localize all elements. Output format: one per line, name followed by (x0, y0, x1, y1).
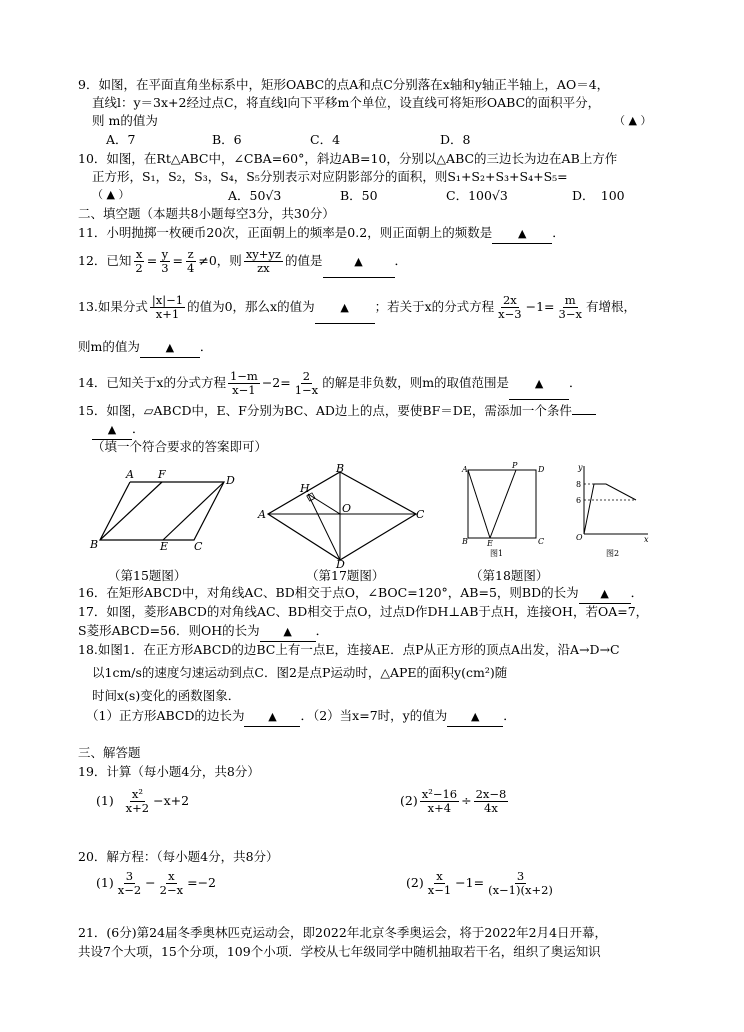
svg-text:P: P (512, 461, 518, 470)
q12-blank[interactable]: ▲ (323, 246, 395, 278)
q9-option-d: D．8 (440, 132, 471, 147)
q20-part1: (1) $\frac{3}{x-2}$ − $\frac{x}{2-x}$ =−2 (96, 869, 217, 897)
q19-part2: (2) $\frac{\text{x²−16}}{x+4}$ ÷ $\frac{2x-8}{4x}$ (400, 787, 507, 815)
svg-text:E: E (160, 540, 169, 553)
caption-q15: （第15题图） (108, 568, 187, 583)
q11-blank[interactable]: ▲ (492, 224, 552, 244)
svg-text:x: x (644, 535, 649, 544)
q9-line3: 则 m的值为 (92, 113, 158, 128)
q19-part1: (1) $\frac{\text{x²}}{x+2}$ −x+2 (96, 787, 190, 815)
q18-line4: （1）正方形ABCD的边长为 ▲ ．（2）当x=7时，y的值为 ▲ ． (86, 707, 684, 727)
q10-line1: 10．如图，在Rt△ABC中，∠CBA=60°，斜边AB=10，分别以△ABC的三边长为边在AB上方作 (78, 151, 618, 166)
svg-text:D: D (226, 474, 235, 487)
svg-text:B: B (90, 538, 99, 551)
svg-text:8: 8 (576, 480, 582, 489)
svg-text:C: C (416, 508, 424, 521)
svg-text:B: B (336, 464, 345, 475)
caption-q18: （第18题图） (470, 568, 549, 583)
svg-text:H: H (300, 482, 310, 495)
svg-text:C: C (194, 540, 203, 553)
svg-text:F: F (158, 468, 166, 481)
svg-text:O: O (576, 533, 583, 542)
svg-text:图1: 图1 (490, 549, 504, 558)
q18-blank-1[interactable]: ▲ (244, 707, 300, 727)
q16-blank[interactable]: ▲ (579, 584, 631, 604)
q9-option-a: A．7 (106, 132, 136, 147)
svg-text:E: E (487, 539, 493, 548)
q10-answer-bracket: （ ▲ ） (92, 188, 130, 201)
svg-text:B: B (462, 537, 468, 546)
figure-q18-graph (566, 460, 652, 558)
svg-text:y: y (578, 463, 583, 472)
svg-text:A: A (258, 508, 266, 521)
figure-q15-parallelogram (88, 466, 248, 556)
svg-text:D: D (538, 465, 545, 474)
q13-blank-1[interactable]: ▲ (315, 292, 375, 324)
q15-note: （填一个符合要求的答案即可） (92, 439, 268, 454)
q14: 14．已知关于x的分式方程 $\frac{1-m}{x-1}$ −2= $\frac{2}{1-x}$ 的解是非负数，则m的取值范围是 ▲ ． (78, 368, 684, 400)
q14-blank[interactable]: ▲ (509, 368, 569, 400)
q10-option-d: D． 100 (572, 188, 625, 203)
q21-line1: 21．(6分)第24届冬季奥林匹克运动会，即2022年北京冬季奥运会，将于2022年2月4日开幕， (78, 925, 608, 940)
q9-line2: 直线l：y＝3x+2经过点C，将直线l向下平移m个单位，设直线可将矩形OABC的面积平分， (92, 95, 601, 110)
section-2-title: 二、填空题（本题共8小题每空3分，共30分） (78, 206, 335, 221)
svg-text:A: A (462, 465, 468, 474)
q10-option-c: C．100√3 (446, 188, 508, 203)
svg-text:6: 6 (576, 496, 582, 505)
q17-line1: 17．如图，菱形ABCD的对角线AC、BD相交于点O，过点D作DH⊥AB于点H，连接OH，若OA=7， (78, 604, 649, 619)
q15-line1: 15．如图，▱ABCD中，E、F分别为BC、AD边上的点，要使BF＝DE，需添加一个条件 (78, 402, 684, 420)
q10-line2: 正方形，S₁，S₂，S₃，S₄，S₅分别表示对应阴影部分的面积，则S₁+S₂+S₃+S₄+S₅= (92, 169, 568, 184)
svg-text:C: C (538, 537, 545, 546)
svg-text:O: O (342, 502, 352, 515)
q18-line1: 18.如图1．在正方形ABCD的边BC上有一点E，连接AE．点P从正方形的顶点A出发，沿A→D→C (78, 642, 620, 657)
svg-text:D: D (336, 558, 345, 568)
q17-line2: S菱形ABCD=56．则OH的长为 ▲ ． (78, 622, 684, 642)
svg-text:A: A (126, 468, 134, 481)
q9-answer-bracket: （ ▲ ） (614, 114, 652, 127)
caption-q17: （第17题图） (306, 568, 385, 583)
q20-part2: (2) $\frac{x}{x-1}$ −1= $\frac{3}{(x-1)(x+2)}$ (406, 869, 553, 897)
q12: 12．已知 $\frac{x}{2}$ = $\frac{y}{3}$ = $\frac{z}{4}$ ≠0，则 $\frac{xy+yz}{zx}$ 的值是 ▲ ． (78, 246, 684, 278)
q10-option-b: B．50 (340, 188, 378, 203)
q9-option-c: C．4 (310, 132, 341, 147)
q11: 11．小明抛掷一枚硬币20次，正面朝上的频率是0.2，则正面朝上的频数是 ▲ ． (78, 224, 684, 244)
q15-blank[interactable]: ▲ (92, 420, 132, 440)
q13-blank-2[interactable]: ▲ (140, 338, 200, 358)
q15-line2: ▲ ． (92, 420, 684, 440)
q9-option-b: B．6 (212, 132, 242, 147)
q16: 16．在矩形ABCD中，对角线AC、BD相交于点O，∠BOC=120°，AB=5，则BD的长为 ▲ ． (78, 584, 684, 604)
q18-line3: 时间x(s)变化的函数图象． (92, 688, 241, 703)
svg-text:图2: 图2 (606, 549, 620, 558)
q9-line1: 9．如图，在平面直角坐标系中，矩形OABC的点A和点C分别落在x轴和y轴正半轴上，AO＝4， (78, 77, 610, 92)
q20-title: 20．解方程：（每小题4分，共8分） (78, 849, 279, 864)
section-3-title: 三、解答题 (78, 745, 141, 760)
q18-blank-2[interactable]: ▲ (447, 707, 503, 727)
q17-blank[interactable]: ▲ (260, 622, 316, 642)
q13: 13.如果分式 $\frac{|x|-1}{x+1}$ 的值为0，那么x的值为 ▲ ；若关于x的分式方程 $\frac{2x}{x-3}$ −1= $\frac{m}{3-x}$ 有增根， (78, 292, 684, 324)
figure-q17-rhombus (256, 464, 424, 568)
q13-line2: 则m的值为 ▲ ． (78, 338, 684, 358)
q19-title: 19．计算（每小题4分，共8分） (78, 764, 260, 779)
figure-q18-square (456, 460, 546, 558)
q21-line2: 共设7个大项，15个分项，109个小项．学校从七年级同学中随机抽取若干名，组织了奥运知识 (78, 944, 601, 959)
q10-option-a: A．50√3 (228, 188, 282, 203)
q18-line2: 以1cm/s的速度匀速运动到点C．图2是点P运动时，△APE的面积y(cm²)随 (92, 665, 508, 680)
